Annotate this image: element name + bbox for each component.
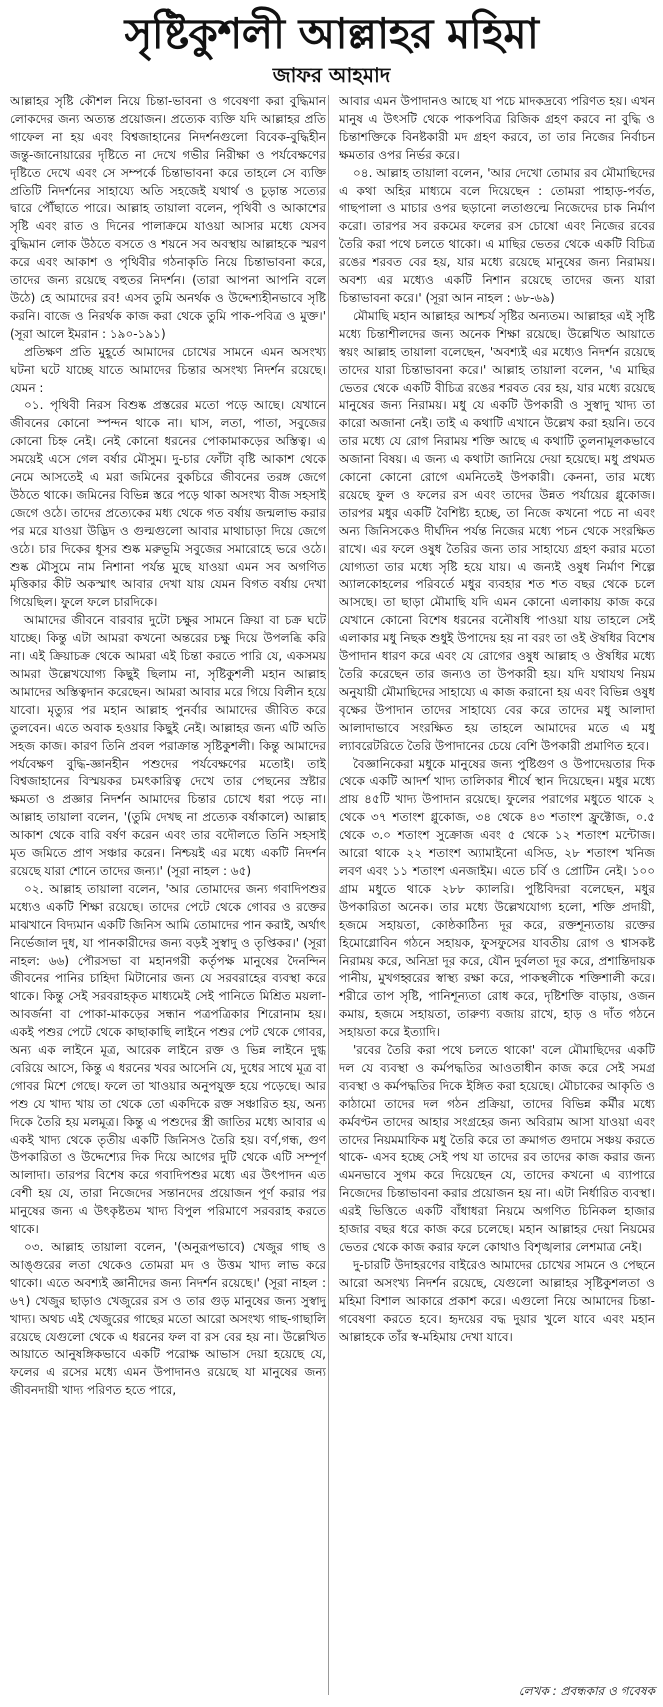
paragraph: দু-চারটি উদাহরণের বাইরেও আমাদের চোখের সামনে ও পেছনে আরো অসংখ্য নিদর্শন রয়েছে, যেগুলো আল্লাহর সৃষ্টিকুশলতা ও মহিমা বিশাল আকারে প্রকাশ করে। এগুলো নিয়ে আমাদের চিন্তা-গবেষণা করতে হবে। হৃদয়ের বদ্ধ দুয়ার খুলে যাবে এবং মহান আল্লাহকে তাঁর স্ব-মহিমায় দেখা যাবে। — [339, 1257, 655, 1344]
paragraph: আল্লাহর সৃষ্টি কৌশল নিয়ে চিন্তা-ভাবনা ও গবেষণা করা বুদ্ধিমান লোকদের জন্য অত্যন্ত প্রয়োজন। প্রত্যেক ব্যক্তি যদি আল্লাহর প্রতি গাফেল না হয় এবং বিশ্বজাহানের নিদর্শনগুলো বিবেক-বুদ্ধিহীন জন্তু-জানোয়ারের দৃষ্টিতে না দেখে গভীর নিরীক্ষা ও পর্যবেক্ষণের দৃষ্টিতে দেখে এবং সে সম্পর্কে চিন্তাভাবনা করে তাহলে সে ব্যক্তি প্রতিটি নিদর্শনের সাহায্যে অতি সহজেই যথার্থ ও চূড়ান্ত সত্যের দ্বারে পৌঁছাতে পারে। আল্লাহ তায়ালা বলেন, পৃথিবী ও আকাশের সৃষ্টি এবং রাত ও দিনের পালাক্রমে যাওয়া আসার মধ্যে যেসব বুদ্ধিমান লোক উঠতে বসতে ও শয়নে সব অবস্থায় আল্লাহকে স্মরণ করে এবং আকাশ ও পৃথিবীর গঠনাকৃতি নিয়ে চিন্তাভাবনা করে, তাদের জন্য রয়েছে বহুতর নিদর্শন। (তারা আপনা আপনি বলে উঠে) হে আমাদের রব! এসব তুমি অনর্থক ও উদ্দেশ্যহীনভাবে সৃষ্টি করনি। বাজে ও নিরর্থক কাজ করা থেকে তুমি পাক-পবিত্র ও মুক্ত।' (সূরা আলে ইমরান : ১৯০-১৯১) — [10, 94, 326, 341]
paragraph: আমাদের জীবনে বারবার দুটো চক্ষুর সামনে ক্রিয়া বা চক্র ঘটে যাচ্ছে। কিন্তু এটা আমরা কখনো অন্তরের চক্ষু দিয়ে উপলব্ধি করি না। এই ক্রিয়াচক্র থেকে আমরা এই চিন্তা করতে পারি যে, একসময় আমরা উল্লেখযোগ্য কিছুই ছিলাম না, সৃষ্টিকুশলী মহান আল্লাহ আমাদের অস্তিত্বদান করেছেন। আমরা আবার মরে গিয়ে বিলীন হয়ে যাবো। মৃত্যুর পর মহান আল্লাহ পুনর্বার আমাদের জীবিত করে তুলবেন। এতে অবাক হওয়ার কিছুই নেই। আল্লাহর জন্য এটি অতি সহজ কাজ। কারণ তিনি প্রবল পরাক্রান্ত সৃষ্টিকুশলী। কিন্তু আমাদের পর্যবেক্ষণ বুদ্ধি-জ্ঞানহীন পশুদের পর্যবেক্ষণের মতোই। তাই বিশ্বজাহানের বিস্ময়কর চমৎকারিত্ব দেখে তার পেছনের স্রষ্টার ক্ষমতা ও প্রজ্ঞার নিদর্শন আমাদের চিন্তার চোখে ধরা পড়ে না। আল্লাহ তায়ালা বলেন, '(তুমি দেখছ না প্রত্যেক বর্ষাকালে) আল্লাহ আকাশ থেকে বারি বর্ষণ করেন এবং তার বদৌলতে তিনি সহসাই মৃত জমিতে প্রাণ সঞ্চার করেন। নিশ্চয়ই এর মধ্যে একটি নিদর্শন রয়েছে যারা শোনে তাদের জন্য।' (সূরা নাহল : ৬৫) — [10, 613, 326, 878]
paragraph: 'রবের তৈরি করা পথে চলতে থাকো' বলে মৌমাছিদের একটি দল যে ব্যবস্থা ও কর্মপদ্ধতির আওতাধীন কাজ করে সেই সমগ্র ব্যবস্থা ও কর্মপদ্ধতির দিকে ইঙ্গিত করা হয়েছে। মৌচাকের আকৃতি ও কাঠামো তাদের দল গঠন প্রক্রিয়া, তাদের বিভিন্ন কর্মীর মধ্যে কর্মবণ্টন তাদের আহার সংগ্রহের জন্য অবিরাম আসা যাওয়া এবং তাদের নিয়মমাফিক মধু তৈরি করে তা ক্রমাগত গুদামে সঞ্চয় করতে থাকে- এসব হচ্ছে সেই পথ যা তাদের রব তাদের কাজ করার জন্য এমনভাবে সুগম করে দিয়েছেন যে, তাদের কখনো এ ব্যাপারে নিজেদের চিন্তাভাবনা করার প্রয়োজন হয় না। এটা নির্ধারিত ব্যবস্থা। এরই ভিত্তিতে একটি বাঁধাধরা নিয়মে অগণিত চিনিকল হাজার হাজার বছর ধরে কাজ করে চলেছে। মহান আল্লাহর দেয়া নিয়মের ভেতর থেকে কাজ করার ফলে কোথাও বিশৃঙ্খলার লেশমাত্র নেই। — [339, 1043, 655, 1254]
paragraph: মৌমাছি মহান আল্লাহর আশ্চর্য সৃষ্টির অন্যতম। আল্লাহর এই সৃষ্টি মধ্যে চিন্তাশীলদের জন্য অনেক শিক্ষা রয়েছে। উল্লেখিত আয়াতে স্বয়ং আল্লাহ তায়ালা বলেছেন, 'অবশ্যই এর মধ্যেও নিদর্শন রয়েছে তাদের যারা চিন্তাভাবনা করে।' আল্লাহ তায়ালা বলেন, 'এ মাছির ভেতর থেকে একটি বীচিত্র রঙের শরবত বের হয়, যার মধ্যে রয়েছে মানুষের জন্য নিরাময়। মধু যে একটি উপকারী ও সুস্বাদু খাদ্য তা কারো অজানা নেই। তাই এ কথাটি এখানে উল্লেখ করা হয়নি। তবে তার মধ্যে যে রোগ নিরাময় শক্তি আছে এ কথাটি তুলনামূলকভাবে অজানা বিষয়। এ জন্য এ কথাটা জানিয়ে দেয়া হয়েছে। মধু প্রথমত কোনো কোনো রোগে এমনিতেই উপকারী। কেননা, তার মধ্যে রয়েছে ফুল ও ফলের রস এবং তাদের উন্নত পর্যায়ের গ্লুকোজ। তারপর মধুর একটি বৈশিষ্ট্য হচ্ছে, তা নিজে কখনো পচে না এবং অন্য জিনিসকেও দীর্ঘদিন পর্যন্ত নিজের মধ্যে পচন থেকে সংরক্ষিত রাখে। এর ফলে ওষুধ তৈরির জন্য তার সাহায্যে গ্রহণ করার মতো যোগ্যতা তার মধ্যে সৃষ্টি হয়ে যায়। এ জন্যই ওষুধ নির্মাণ শিল্পে অ্যালকোহলের পরিবর্তে মধুর ব্যবহার শত শত বছর থেকে চলে আসছে। তা ছাড়া মৌমাছি যদি এমন কোনো এলাকায় কাজ করে যেখানে কোনো বিশেষ ধরনের বনৌষধি পাওয়া যায় তাহলে সেই এলাকার মধু নিছক শুধুই উপাদেয় হয় না বরং তা ওই ঔষধির বিশেষ উপাদান ধারণ করে এবং যে রোগের ওষুধ আল্লাহ ও ঔষধির মধ্যে তৈরি করেছেন তার জন্যও তা উপকারী হয়। যদি যথাযথ নিয়ম অনুযায়ী মৌমাছিদের সাহায্যে এ কাজ করানো হয় এবং বিভিন্ন ওষুধ বৃক্ষের উপাদান তাদের সাহায্যে বের করে তাদের মধু আলাদা আলাদাভাবে সংরক্ষিত হয় তাহলে আমাদের মতে এ মধু ল্যাবরেটরিতে তৈরি উপাদানের চেয়ে বেশি উপকারী প্রমাণিত হবে। — [339, 308, 655, 753]
paragraph: বৈজ্ঞানিকেরা মধুকে মানুষের জন্য পুষ্টিগুণ ও উপাদেয়তার দিক থেকে একটি আদর্শ খাদ্য তালিকার শীর্ষে স্থান দিয়েছেন। মধুর মধ্যে প্রায় ৪৫টি খাদ্য উপাদান রয়েছে। ফুলের পরাগের মধুতে থাকে ২ থেকে ৩৭ শতাংশ গ্লুকোজ, ৩৪ থেকে ৪৩ শতাংশ ফ্রুক্টোজ, ০.৫ থেকে ৩.০ শতাংশ সুক্রোজ এবং ৫ থেকে ১২ শতাংশ মন্টোজ। আরো থাকে ২২ শতাংশ অ্যামাইনো এসিড, ২৮ শতাংশ খনিজ লবণ এবং ১১ শতাংশ এনজাইম। এতে চর্বি ও প্রোটিন নেই। ১০০ গ্রাম মধুতে থাকে ২৮৮ ক্যালরি। পুষ্টিবিদরা বলেছেন, মধুর উপকারিতা অনেক। তার মধ্যে উল্লেখযোগ্য হলো, শক্তি প্রদায়ী, হজমে সহায়তা, কোষ্ঠকাঠিন্য দূর করে, রক্তশূন্যতায় রক্তের হিমোগ্লোবিন গঠনে সহায়ক, ফুসফুসের যাবতীয় রোগ ও শ্বাসকষ্ট নিরাময় করে, অনিদ্রা দূর করে, যৌন দুর্বলতা দূর করে, প্রশান্তিদায়ক পানীয়, মুখগহ্বরের স্বাস্থ্য রক্ষা করে, পাকস্থলীকে শক্তিশালী করে। শরীরে তাপ সৃষ্টি, পানিশূন্যতা রোধ করে, দৃষ্টিশক্তি বাড়ায়, ওজন কমায়, হজমে সহায়তা, তারুণ্য বজায় রাখে, হাড় ও দাঁত গঠনে সহায়তা করে ইত্যাদি। — [339, 756, 655, 1040]
left-column — [10, 93, 326, 1701]
paragraph: ০৪. আল্লাহ তায়ালা বলেন, 'আর দেখো তোমার রব মৌমাছিদের এ কথা অহির মাধ্যমে বলে দিয়েছেন : তোমরা পাহাড়-পর্বত, গাছপালা ও মাচার ওপর ছড়ানো লতাগুল্মে নিজেদের চাক নির্মাণ করো। তারপর সব রকমের ফলের রস চোষো এবং নিজের রবের তৈরি করা পথে চলতে থাকো। এ মাছির ভেতর থেকে একটি বিচিত্র রঙের শরবত বের হয়, যার মধ্যে রয়েছে মানুষের জন্য নিরাময়। অবশ্য এর মধ্যেও একটি নিশান রয়েছে তাদের জন্য যারা চিন্তাভাবনা করে।' (সূরা আন নাহল : ৬৮-৬৯) — [339, 165, 655, 305]
article-author: জাফর আহমাদ — [272, 63, 391, 87]
paragraph: ০১. পৃথিবী নিরস বিশুষ্ক প্রস্তরের মতো পড়ে আছে। যেখানে জীবনের কোনো স্পন্দন থাকে না। ঘাস, লতা, পাতা, সবুজের কোনো চিহ্ন নেই। নেই কোনো ধরনের পোকামাকড়ের অস্তিত্ব। এ সময়েই এসে গেল বর্ষার মৌসুম। দু-চার ফোঁটা বৃষ্টি আকাশ থেকে নেমে আসতেই এ মরা জমিনের বুকচিরে জীবনের তরঙ্গ জেগে উঠতে থাকে। জমিনের বিভিন্ন স্তরে পড়ে থাকা অসংখ্য বীজ সহসাই জেগে ওঠে। তাদের প্রত্যেকের মধ্য থেকে গত বর্ষায় জন্মলাভ করার পর মরে যাওয়া উদ্ভিদ ও গুল্মগুলো আবার মাথাচাড়া দিয়ে জেগে ওঠে। চার দিকের ধূসর শুষ্ক মরুভূমি সবুজের সমারোহে ভরে ওঠে। শুষ্ক মৌসুমে নাম নিশানা পর্যন্ত মুছে যাওয়া এমন সব অগণিত মৃত্তিকার কীট অকস্মাৎ আবার দেখা যায় যেমন বিগত বর্ষায় দেখা গিয়েছিল। ফুলে ফলে চারদিকে। — [10, 398, 326, 610]
paragraph: ০২. আল্লাহ তায়ালা বলেন, 'আর তোমাদের জন্য গবাদিপশুর মধ্যেও একটি শিক্ষা রয়েছে। তাদের পেটে থেকে গোবর ও রক্তের মাঝখানে বিদ্যমান একটি জিনিস আমি তোমাদের পান করাই, অর্থাৎ নির্ভেজাল দুধ, যা পানকারীদের জন্য বড়ই সুস্বাদু ও তৃপ্তিকর।' (সূরা নাহল: ৬৬) পৌরসভা বা মহানগরী কর্তৃপক্ষ মানুষের দৈনন্দিন জীবনের পানির চাহিদা মিটানোর জন্য যে সরবরাহের ব্যবস্থা করে থাকে। কিন্তু সেই সরবরাহকৃত মাধ্যমেই সেই পানিতে মিশ্রিত ময়লা-আবর্জনা বা পোকা-মাকড়ের সন্ধান পত্রপত্রিকার শিরোনাম হয়। একই পশুর পেটে থেকে কাছাকাছি লাইনে পশুর পেট থেকে গোবর, অন্য এক লাইনে মূত্র, আরেক লাইনে রক্ত ও ভিন্ন লাইনে দুগ্ধ বেরিয়ে আসে, কিন্তু এ ধরনের খবর আসেনি যে, দুধের সাথে মূত্র বা গোবর মিশে গেছে। ফলে তা খাওয়ার অনুপযুক্ত হয়ে পড়েছে। আর পশু যে খাদ্য খায় তা থেকে তো একদিকে রক্ত সঞ্চারিত হয়, অন্য দিকে তৈরি হয় মলমূত্র। কিন্তু এ পশুদের স্ত্রী জাতির মধ্যে আবার এ একই খাদ্য থেকে তৃতীয় একটি জিনিসও তৈরি হয়। বর্ণ,গন্ধ, গুণ উপকারিতা ও উদ্দেশ্যের দিক দিয়ে আগের দুটি থেকে এটি সম্পূর্ণ আলাদা। তারপর বিশেষ করে গবাদিপশুর মধ্যে এর উৎপাদন এত বেশী হয় যে, তারা নিজেদের সন্তানদের প্রয়োজন পূর্ণ করার পর মানুষের জন্য এ উৎকৃষ্টতম খাদ্য বিপুল পরিমাণে সরবরাহ করতে থাকে। — [10, 881, 326, 1237]
paragraph: ০৩. আল্লাহ তায়ালা বলেন, '(অনুরূপভাবে) খেজুর গাছ ও আঙ্গুরের লতা থেকেও তোমরা মদ ও উত্তম খাদ্য লাভ করে থাকো। এতে অবশ্যই জ্ঞানীদের জন্য নিদর্শন রয়েছে।' (সূরা নাহল : ৬৭) খেজুর ছাড়াও খেজুরের রস ও তার গুড় মানুষের জন্য সুস্বাদু খাদ্য। অথচ এই খেজুরের গাছের মতো আরো অসংখ্য গাছ-গাছালি রয়েছে যেগুলো থেকে এ ধরনের ফল বা রস বের হয় না। উল্লেখিত আয়াতে আনুষঙ্গিকভাবে একটি পরোক্ষ আভাস দেয়া হয়েছে যে, ফলের এ রসের মধ্যে এমন উপাদানও রয়েছে যা মানুষের জন্য জীবনদায়ী খাদ্য পরিণত হতে পারে, — [10, 1240, 326, 1398]
author-byline: লেখক : প্রবন্ধকার ও গবেষক — [518, 1684, 655, 1698]
right-column — [339, 93, 655, 1701]
paragraph: প্রতিক্ষণ প্রতি মুহূর্তে আমাদের চোখের সামনে এমন অসংখ্য ঘটনা ঘটে যাচ্ছে যাতে আমাদের চিন্তার অসংখ্য নিদর্শন রয়েছে। যেমন : — [10, 344, 326, 395]
article-title: সৃষ্টিকুশলী আল্লাহর মহিমা — [124, 9, 539, 58]
column-divider — [328, 95, 329, 1695]
paragraph: আবার এমন উপাদানও আছে যা পচে মাদকদ্রব্যে পরিণত হয়। এখন মানুষ এ উৎসটি থেকে পাকপবিত্র রিজিক গ্রহণ করবে না বুদ্ধি ও চিন্তাশক্তিকে বিনষ্টকারী মদ গ্রহণ করবে, তা তার নিজের নির্বাচন ক্ষমতার ওপর নির্ভর করে। — [339, 94, 655, 162]
